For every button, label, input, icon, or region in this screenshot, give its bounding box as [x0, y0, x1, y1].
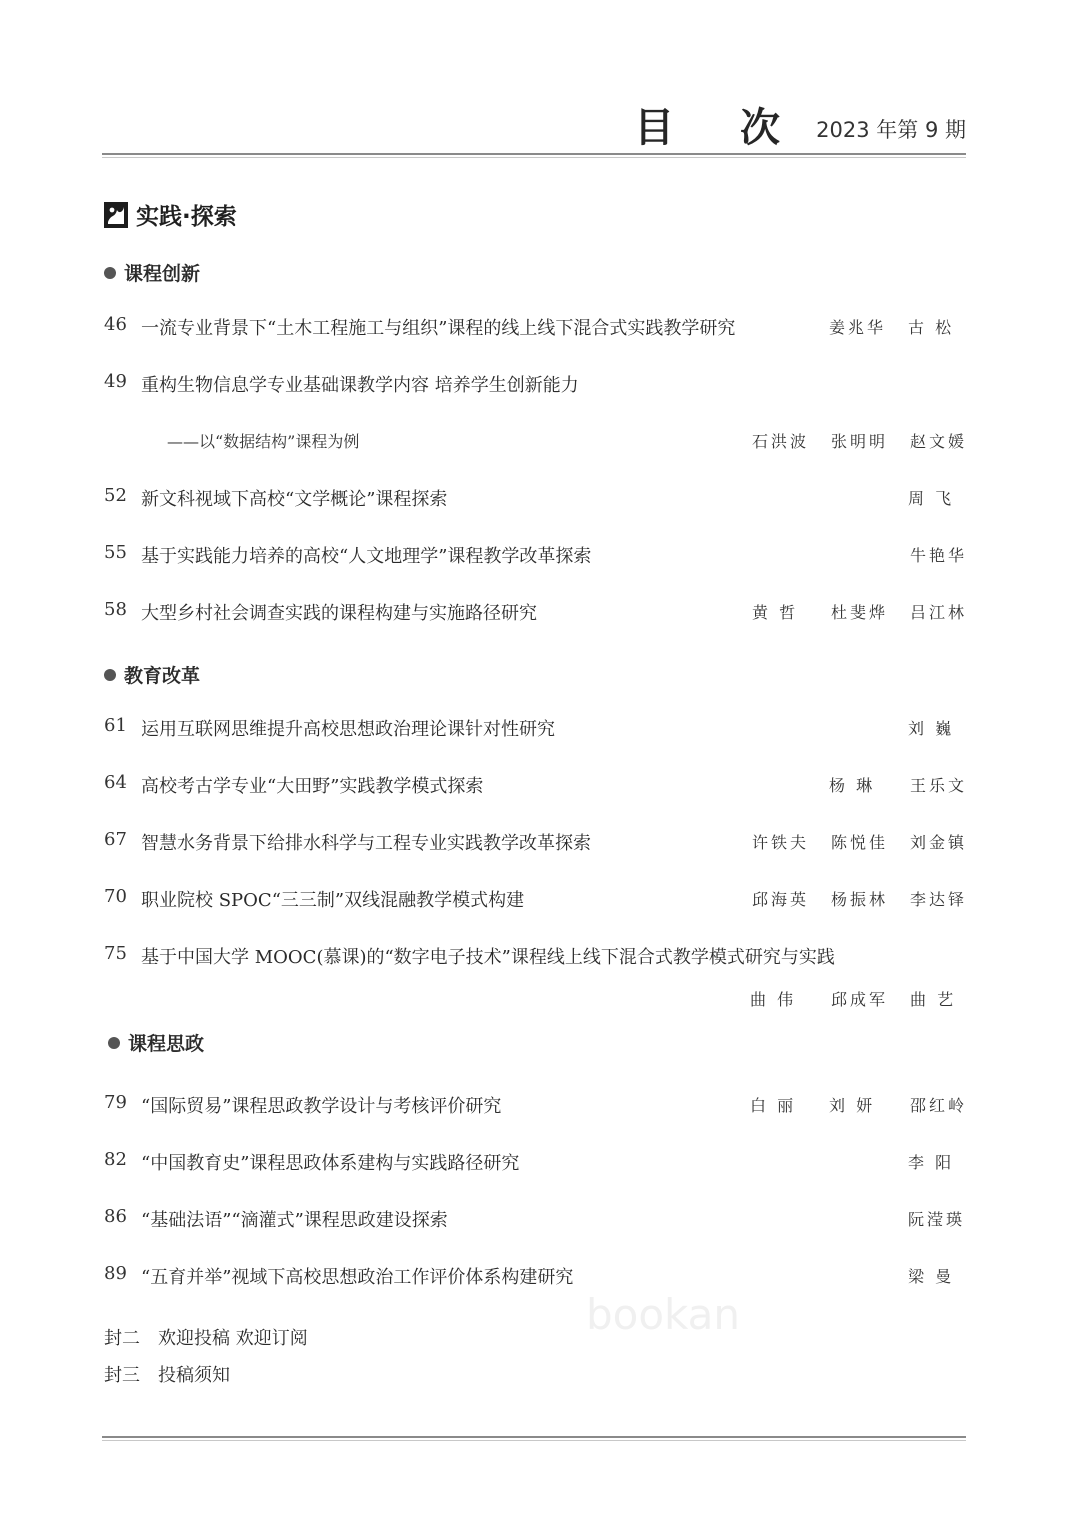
- toc-entry[interactable]: [104, 1206, 968, 1236]
- toc-header: [102, 96, 966, 152]
- entry-page: 64: [104, 772, 127, 793]
- entry-author: 许铁夫: [752, 833, 810, 852]
- entry-title: 重构生物信息学专业基础课教学内容 培养学生创新能力: [141, 375, 579, 396]
- bullet-icon: [104, 267, 116, 279]
- entry-page: 61: [104, 715, 127, 736]
- entry-author: 李 阳: [908, 1153, 955, 1172]
- entry-author: 姜兆华: [829, 318, 887, 337]
- entry-author: 黄 哲: [752, 603, 799, 622]
- toc-entry[interactable]: [104, 314, 968, 344]
- ornament-icon: [104, 202, 128, 228]
- entry-title: 大型乡村社会调查实践的课程构建与实施路径研究: [141, 603, 537, 624]
- entry-title: “国际贸易”课程思政教学设计与考核评价研究: [141, 1096, 502, 1117]
- entry-title: 基于实践能力培养的高校“人文地理学”课程教学改革探索: [141, 546, 592, 567]
- section-label: 实践·探索: [136, 204, 237, 230]
- entry-page: 89: [104, 1263, 127, 1284]
- toc-entry[interactable]: [104, 599, 968, 629]
- entry-author: 邱海英: [752, 890, 810, 909]
- toc-entry[interactable]: [104, 542, 968, 572]
- toc-entry[interactable]: [104, 485, 968, 515]
- entry-page: 79: [104, 1092, 127, 1113]
- entry-page: 58: [104, 599, 127, 620]
- entry-title: 一流专业背景下“土木工程施工与组织”课程的线上线下混合式实践教学研究: [141, 318, 736, 339]
- entry-author: 邱成军: [831, 990, 889, 1009]
- entry-author: 陈悦佳: [831, 833, 889, 852]
- watermark: bookan: [586, 1290, 740, 1339]
- entry-author: 古 松: [908, 318, 955, 337]
- entry-author: 邵红岭: [910, 1096, 968, 1115]
- subhead-label: 课程思政: [128, 1033, 205, 1055]
- toc-entry[interactable]: [104, 1263, 968, 1293]
- toc-entry[interactable]: [104, 886, 968, 916]
- subhead-education-reform: [104, 661, 200, 688]
- entry-author: 王乐文: [910, 776, 968, 795]
- entry-author: 吕江林: [910, 603, 968, 622]
- entry-subtitle: ——以“数据结构”课程为例: [167, 432, 360, 451]
- entry-author: 赵文媛: [910, 432, 968, 451]
- entry-author: 张明明: [831, 432, 889, 451]
- entry-page: 52: [104, 485, 127, 506]
- entry-author: 曲 艺: [910, 990, 957, 1009]
- entry-page: 46: [104, 314, 127, 335]
- entry-title: “中国教育史”课程思政体系建构与实践路径研究: [141, 1153, 520, 1174]
- toc-entry[interactable]: [104, 715, 968, 745]
- entry-title: 智慧水务背景下给排水科学与工程专业实践教学改革探索: [141, 833, 591, 854]
- entry-page: 82: [104, 1149, 127, 1170]
- cover-note-inside-front: 封二 欢迎投稿 欢迎订阅: [104, 1328, 308, 1349]
- entry-author: 杨 琳: [829, 776, 876, 795]
- header-rule: [102, 153, 966, 158]
- entry-author: 牛艳华: [910, 546, 968, 565]
- subhead-course-innovation: [104, 259, 200, 286]
- subhead-course-ideology: [108, 1029, 204, 1056]
- entry-page: 55: [104, 542, 127, 563]
- toc-entry[interactable]: [104, 829, 968, 859]
- toc-title: 目 次: [634, 104, 806, 151]
- issue-label: 2023 年第 9 期: [816, 118, 966, 142]
- entry-author: 杨振林: [831, 890, 889, 909]
- toc-entry[interactable]: [104, 371, 968, 401]
- toc-entry[interactable]: [104, 1149, 968, 1179]
- entry-author: 石洪波: [752, 432, 810, 451]
- entry-author: 刘 妍: [829, 1096, 876, 1115]
- entry-page: 70: [104, 886, 127, 907]
- entry-page: 49: [104, 371, 127, 392]
- subhead-label: 教育改革: [124, 665, 201, 687]
- subhead-label: 课程创新: [124, 263, 201, 285]
- entry-title: 运用互联网思维提升高校思想政治理论课针对性研究: [141, 719, 555, 740]
- toc-entry[interactable]: [104, 772, 968, 802]
- entry-author: 刘金镇: [910, 833, 968, 852]
- entry-author: 白 丽: [750, 1096, 797, 1115]
- toc-entry-authors: [104, 986, 968, 1016]
- entry-author: 梁 曼: [908, 1267, 955, 1286]
- bullet-icon: [108, 1037, 120, 1049]
- entry-page: 86: [104, 1206, 127, 1227]
- entry-title: 新文科视域下高校“文学概论”课程探索: [141, 489, 448, 510]
- entry-author: 曲 伟: [750, 990, 797, 1009]
- entry-title: 高校考古学专业“大田野”实践教学模式探索: [141, 776, 484, 797]
- footer-rule: [102, 1436, 966, 1441]
- entry-title: 职业院校 SPOC“三三制”双线混融教学模式构建: [141, 890, 525, 911]
- entry-title: “基础法语”“滴灌式”课程思政建设探索: [141, 1210, 448, 1231]
- toc-entry[interactable]: [104, 1092, 968, 1122]
- bullet-icon: [104, 669, 116, 681]
- entry-page: 67: [104, 829, 127, 850]
- cover-note-inside-back: 封三 投稿须知: [104, 1365, 230, 1386]
- entry-title: 基于中国大学 MOOC(慕课)的“数字电子技术”课程线上线下混合式教学模式研究与实践: [141, 947, 835, 968]
- entry-author: 周 飞: [908, 489, 955, 508]
- toc-entry-subtitle[interactable]: [104, 428, 968, 458]
- entry-title: “五育并举”视域下高校思想政治工作评价体系构建研究: [141, 1267, 574, 1288]
- entry-author: 阮滢瑛: [908, 1210, 966, 1229]
- section-heading: [104, 198, 237, 231]
- entry-author: 李达铎: [910, 890, 968, 909]
- entry-author: 刘 巍: [908, 719, 955, 738]
- toc-entry[interactable]: [104, 943, 968, 973]
- entry-page: 75: [104, 943, 127, 964]
- entry-author: 杜斐烨: [831, 603, 889, 622]
